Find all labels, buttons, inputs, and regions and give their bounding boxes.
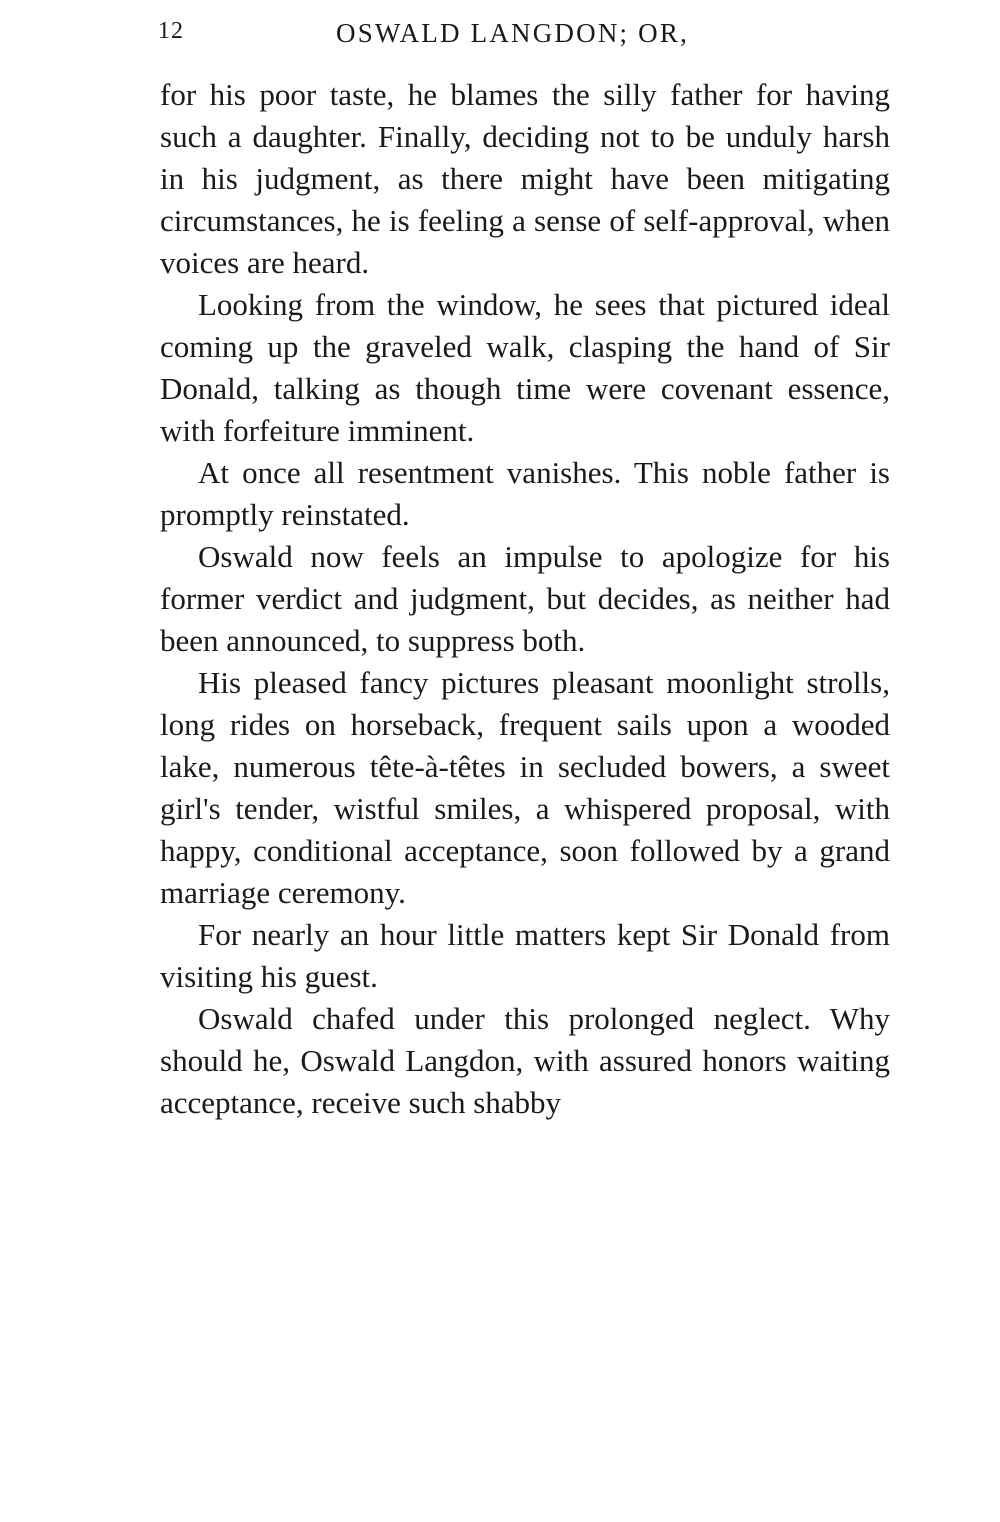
paragraph: Oswald now feels an impulse to apologize for his former verdict and judgment, but decides, as neither had been announced, to suppress both. bbox=[160, 539, 890, 658]
paragraph-continued: for his poor taste, he blames the silly father for having such a daughter. Finally, deciding not to be unduly harsh in his judgment, as there might have been mitigating circumstances, he is feeling a sense of self-approval, when voices are heard. bbox=[160, 77, 890, 280]
body-text bbox=[160, 74, 890, 1124]
paragraph: Looking from the window, he sees that pictured ideal coming up the graveled walk, clasping the hand of Sir Donald, talking as though time were covenant essence, with forfeiture imminent. bbox=[160, 287, 890, 448]
page-number: 12 bbox=[158, 18, 184, 44]
paragraph: At once all resentment vanishes. This noble father is promptly reinstated. bbox=[160, 455, 890, 532]
running-title: OSWALD LANGDON; OR, bbox=[336, 18, 690, 48]
paragraph: Oswald chafed under this prolonged neglect. Why should he, Oswald Langdon, with assured honors waiting acceptance, receive such shabby bbox=[160, 1001, 890, 1120]
running-head bbox=[158, 18, 890, 54]
paragraph: His pleased fancy pictures pleasant moonlight strolls, long rides on horseback, frequent sails upon a wooded lake, numerous tête-à-têtes in secluded bowers, a sweet girl's tender, wistful smiles, a whispered proposal, with happy, conditional acceptance, soon followed by a grand marriage ceremony. bbox=[160, 665, 890, 910]
paragraph: For nearly an hour little matters kept Sir Donald from visiting his guest. bbox=[160, 917, 890, 994]
